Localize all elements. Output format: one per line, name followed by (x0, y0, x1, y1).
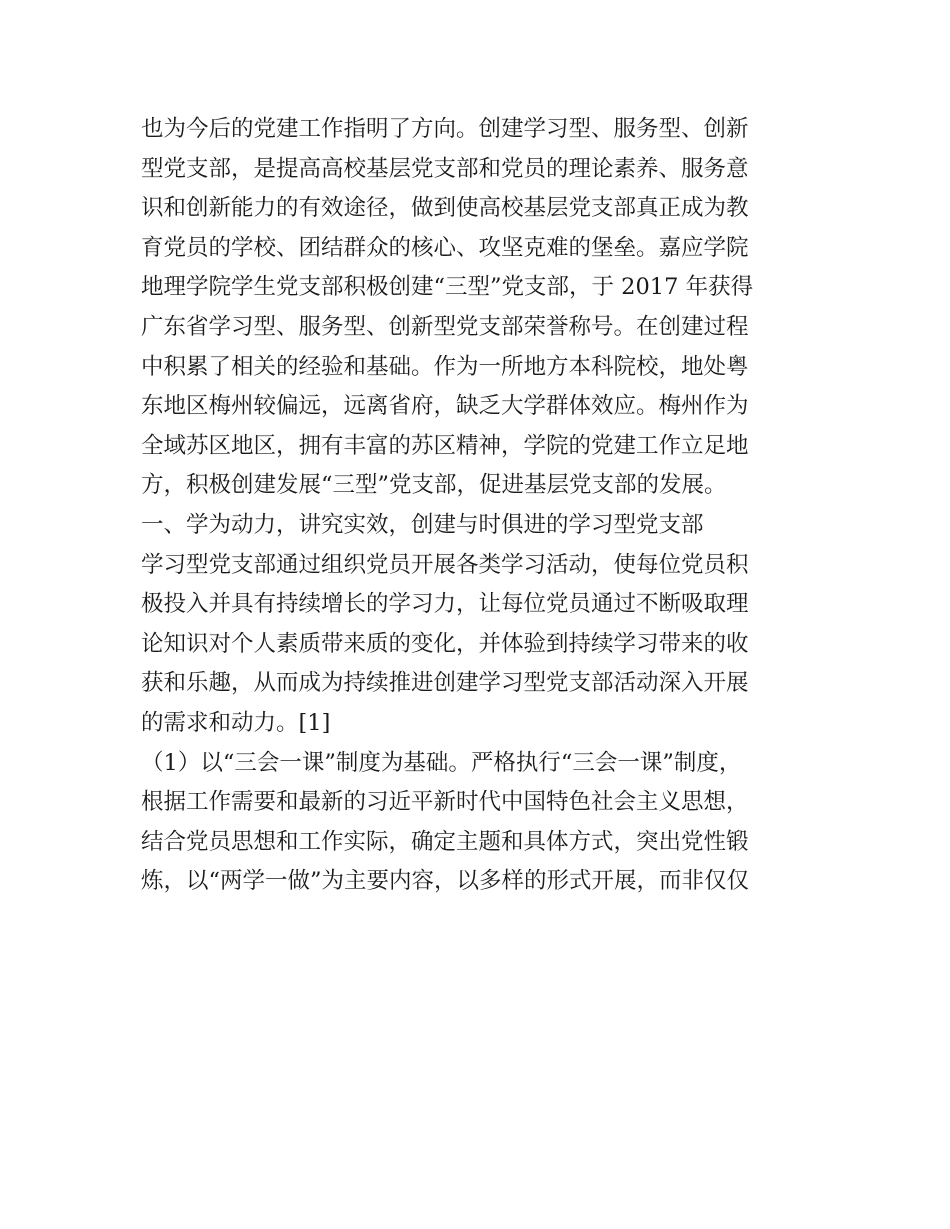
text-line: 广东省学习型、服务型、创新型党支部荣誉称号。在创建过程 (141, 313, 749, 340)
text-line: 地理学院学生党支部积极创建“三型”党支部，于 2017 年获得 (141, 274, 754, 301)
text-line: 学习型党支部通过组织党员开展各类学习活动，使每位党员积 (141, 551, 749, 578)
section-heading: 一、学为动力，讲究实效，创建与时俱进的学习型党支部 (141, 511, 704, 538)
text-line: 育党员的学校、团结群众的核心、攻坚克难的堡垒。嘉应学院 (141, 234, 749, 261)
text-line: 也为今后的党建工作指明了方向。创建学习型、服务型、创新 (141, 116, 749, 142)
text-line: 论知识对个人素质带来质的变化，并体验到持续学习带来的收 (141, 630, 749, 657)
text-line: 炼，以“两学一做”为主要内容，以多样的形式开展，而非仅仅 (141, 868, 750, 895)
body-text (141, 110, 821, 902)
text-line: 型党支部，是提高高校基层党支部和党员的理论素养、服务意 (141, 155, 749, 182)
text-line: 极投入并具有持续增长的学习力，让每位党员通过不断吸取理 (141, 591, 749, 618)
text-line: 识和创新能力的有效途径，做到使高校基层党支部真正成为教 (141, 195, 749, 222)
text-line: 获和乐趣，从而成为持续推进创建学习型党支部活动深入开展 (141, 670, 749, 697)
text-line: 东地区梅州较偏远，远离省府，缺乏大学群体效应。梅州作为 (141, 393, 749, 420)
text-line: 方，积极创建发展“三型”党支部，促进基层党支部的发展。 (141, 472, 727, 499)
text-line: （1）以“三会一课”制度为基础。严格执行“三会一课”制度， (141, 749, 742, 776)
text-line: 中积累了相关的经验和基础。作为一所地方本科院校，地处粤 (141, 353, 749, 380)
text-line: 结合党员思想和工作实际，确定主题和具体方式，突出党性锻 (141, 828, 749, 855)
text-line: 全域苏区地区，拥有丰富的苏区精神，学院的党建工作立足地 (141, 432, 749, 459)
text-line: 的需求和动力。[1] (141, 709, 331, 736)
text-line: 根据工作需要和最新的习近平新时代中国特色社会主义思想， (141, 789, 749, 816)
